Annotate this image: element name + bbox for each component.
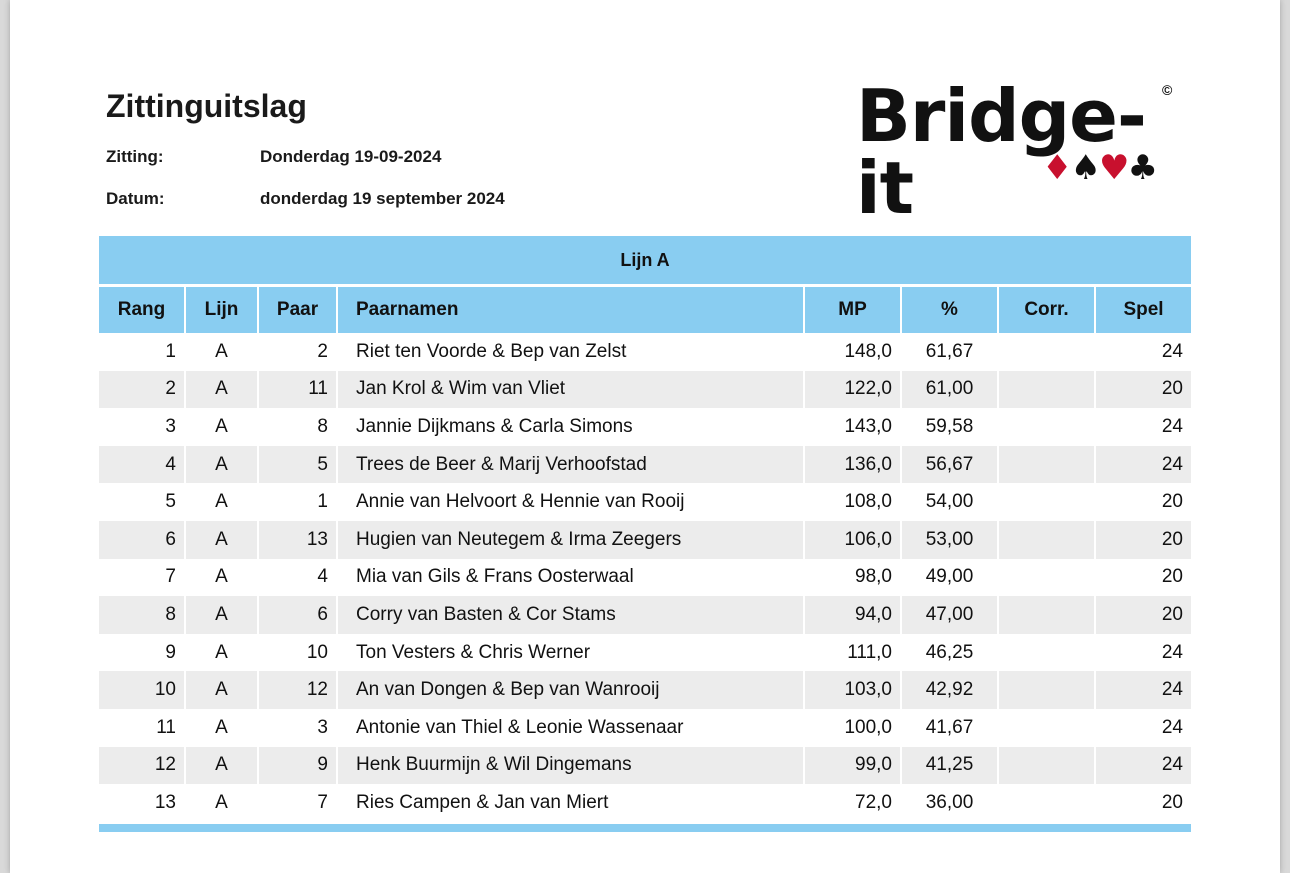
cell-paarnamen: Mia van Gils & Frans Oosterwaal: [336, 559, 803, 597]
cell-rang: 10: [99, 671, 184, 709]
cell-spel: 24: [1094, 333, 1191, 371]
cell-mp: 103,0: [803, 671, 900, 709]
zitting-value: Donderdag 19-09-2024: [260, 147, 442, 166]
cell-paarnamen: Jan Krol & Wim van Vliet: [336, 371, 803, 409]
cell-lijn: A: [184, 596, 257, 634]
cell-spel: 20: [1094, 559, 1191, 597]
cell-mp: 99,0: [803, 747, 900, 785]
header-lijn: Lijn: [184, 284, 257, 333]
cell-paar: 11: [257, 371, 336, 409]
cell-percentage: 53,00: [900, 521, 997, 559]
cell-rang: 3: [99, 408, 184, 446]
cell-paar: 13: [257, 521, 336, 559]
cell-percentage: 41,25: [900, 747, 997, 785]
cell-rang: 7: [99, 559, 184, 597]
cell-paarnamen: An van Dongen & Bep van Wanrooij: [336, 671, 803, 709]
cell-corr: [997, 408, 1094, 446]
cell-lijn: A: [184, 634, 257, 672]
cell-lijn: A: [184, 559, 257, 597]
cell-paarnamen: Ton Vesters & Chris Werner: [336, 634, 803, 672]
header-paar: Paar: [257, 284, 336, 333]
cell-percentage: 42,92: [900, 671, 997, 709]
header-corr: Corr.: [997, 284, 1094, 333]
cell-lijn: A: [184, 333, 257, 371]
club-icon: ♣: [1127, 148, 1156, 188]
cell-rang: 11: [99, 709, 184, 747]
cell-paarnamen: Trees de Beer & Marij Verhoofstad: [336, 446, 803, 484]
cell-mp: 98,0: [803, 559, 900, 597]
cell-paarnamen: Ries Campen & Jan van Miert: [336, 784, 803, 822]
header-percentage: %: [900, 284, 997, 333]
page-title: Zittinguitslag: [106, 88, 307, 124]
zitting-label: Zitting:: [106, 147, 164, 166]
datum-value: donderdag 19 september 2024: [260, 189, 505, 208]
table-row: [99, 521, 1191, 559]
cell-mp: 106,0: [803, 521, 900, 559]
cell-spel: 20: [1094, 521, 1191, 559]
cell-lijn: A: [184, 371, 257, 409]
header-spel: Spel: [1094, 284, 1191, 333]
cell-corr: [997, 446, 1094, 484]
cell-rang: 12: [99, 747, 184, 785]
table-row: [99, 747, 1191, 785]
cell-percentage: 54,00: [900, 483, 997, 521]
cell-spel: 24: [1094, 747, 1191, 785]
cell-mp: 111,0: [803, 634, 900, 672]
cell-paar: 4: [257, 559, 336, 597]
cell-percentage: 47,00: [900, 596, 997, 634]
cell-percentage: 61,67: [900, 333, 997, 371]
cell-mp: 143,0: [803, 408, 900, 446]
table-header-row: [99, 284, 1191, 333]
table-row: [99, 784, 1191, 822]
cell-paarnamen: Annie van Helvoort & Hennie van Rooij: [336, 483, 803, 521]
cell-mp: 100,0: [803, 709, 900, 747]
cell-paarnamen: Henk Buurmijn & Wil Dingemans: [336, 747, 803, 785]
table-row: [99, 408, 1191, 446]
document-page: [10, 0, 1280, 873]
cell-percentage: 41,67: [900, 709, 997, 747]
copyright-icon: ©: [1162, 82, 1173, 98]
card-suits: [1042, 150, 1156, 186]
cell-paar: 1: [257, 483, 336, 521]
cell-rang: 2: [99, 371, 184, 409]
cell-rang: 1: [99, 333, 184, 371]
logo-wordmark: Bridge-it: [856, 74, 1146, 230]
cell-paar: 3: [257, 709, 336, 747]
cell-corr: [997, 784, 1094, 822]
cell-paarnamen: Antonie van Thiel & Leonie Wassenaar: [336, 709, 803, 747]
header-paarnamen: Paarnamen: [336, 284, 803, 333]
diamond-icon: ♦: [1042, 148, 1071, 188]
cell-percentage: 49,00: [900, 559, 997, 597]
table-row: [99, 333, 1191, 371]
cell-corr: [997, 671, 1094, 709]
cell-spel: 20: [1094, 596, 1191, 634]
cell-paarnamen: Riet ten Voorde & Bep van Zelst: [336, 333, 803, 371]
cell-corr: [997, 333, 1094, 371]
cell-paarnamen: Jannie Dijkmans & Carla Simons: [336, 408, 803, 446]
cell-mp: 148,0: [803, 333, 900, 371]
cell-paarnamen: Hugien van Neutegem & Irma Zeegers: [336, 521, 803, 559]
cell-lijn: A: [184, 521, 257, 559]
cell-corr: [997, 709, 1094, 747]
results-table: [99, 236, 1191, 822]
cell-mp: 122,0: [803, 371, 900, 409]
table-row: [99, 559, 1191, 597]
table-row: [99, 371, 1191, 409]
cell-corr: [997, 371, 1094, 409]
cell-percentage: 59,58: [900, 408, 997, 446]
table-row: [99, 483, 1191, 521]
cell-paar: 5: [257, 446, 336, 484]
cell-rang: 5: [99, 483, 184, 521]
table-row: [99, 709, 1191, 747]
cell-spel: 20: [1094, 371, 1191, 409]
cell-corr: [997, 634, 1094, 672]
table-row: [99, 634, 1191, 672]
table-row: [99, 446, 1191, 484]
cell-paar: 7: [257, 784, 336, 822]
cell-paar: 12: [257, 671, 336, 709]
cell-lijn: A: [184, 747, 257, 785]
cell-corr: [997, 559, 1094, 597]
cell-rang: 6: [99, 521, 184, 559]
cell-paarnamen: Corry van Basten & Cor Stams: [336, 596, 803, 634]
cell-rang: 4: [99, 446, 184, 484]
cell-spel: 24: [1094, 446, 1191, 484]
cell-corr: [997, 483, 1094, 521]
table-caption: Lijn A: [99, 236, 1191, 284]
cell-spel: 20: [1094, 784, 1191, 822]
cell-mp: 72,0: [803, 784, 900, 822]
table-bottom-bar: [99, 824, 1191, 832]
cell-lijn: A: [184, 408, 257, 446]
cell-lijn: A: [184, 784, 257, 822]
cell-paar: 10: [257, 634, 336, 672]
cell-paar: 6: [257, 596, 336, 634]
cell-lijn: A: [184, 671, 257, 709]
cell-spel: 24: [1094, 408, 1191, 446]
cell-spel: 24: [1094, 709, 1191, 747]
cell-percentage: 46,25: [900, 634, 997, 672]
cell-rang: 9: [99, 634, 184, 672]
cell-spel: 24: [1094, 634, 1191, 672]
spade-icon: ♠: [1070, 148, 1099, 188]
cell-rang: 8: [99, 596, 184, 634]
cell-mp: 136,0: [803, 446, 900, 484]
table-row: [99, 671, 1191, 709]
cell-paar: 8: [257, 408, 336, 446]
cell-lijn: A: [184, 483, 257, 521]
cell-percentage: 56,67: [900, 446, 997, 484]
cell-lijn: A: [184, 709, 257, 747]
cell-percentage: 36,00: [900, 784, 997, 822]
table-row: [99, 596, 1191, 634]
header-rang: Rang: [99, 284, 184, 333]
cell-corr: [997, 521, 1094, 559]
bridge-it-logo: [856, 74, 1186, 230]
cell-mp: 94,0: [803, 596, 900, 634]
header-mp: MP: [803, 284, 900, 333]
cell-mp: 108,0: [803, 483, 900, 521]
cell-corr: [997, 747, 1094, 785]
datum-label: Datum:: [106, 189, 165, 208]
cell-percentage: 61,00: [900, 371, 997, 409]
cell-corr: [997, 596, 1094, 634]
cell-paar: 2: [257, 333, 336, 371]
cell-lijn: A: [184, 446, 257, 484]
cell-spel: 20: [1094, 483, 1191, 521]
cell-spel: 24: [1094, 671, 1191, 709]
cell-rang: 13: [99, 784, 184, 822]
cell-paar: 9: [257, 747, 336, 785]
heart-icon: ♥: [1098, 148, 1128, 188]
